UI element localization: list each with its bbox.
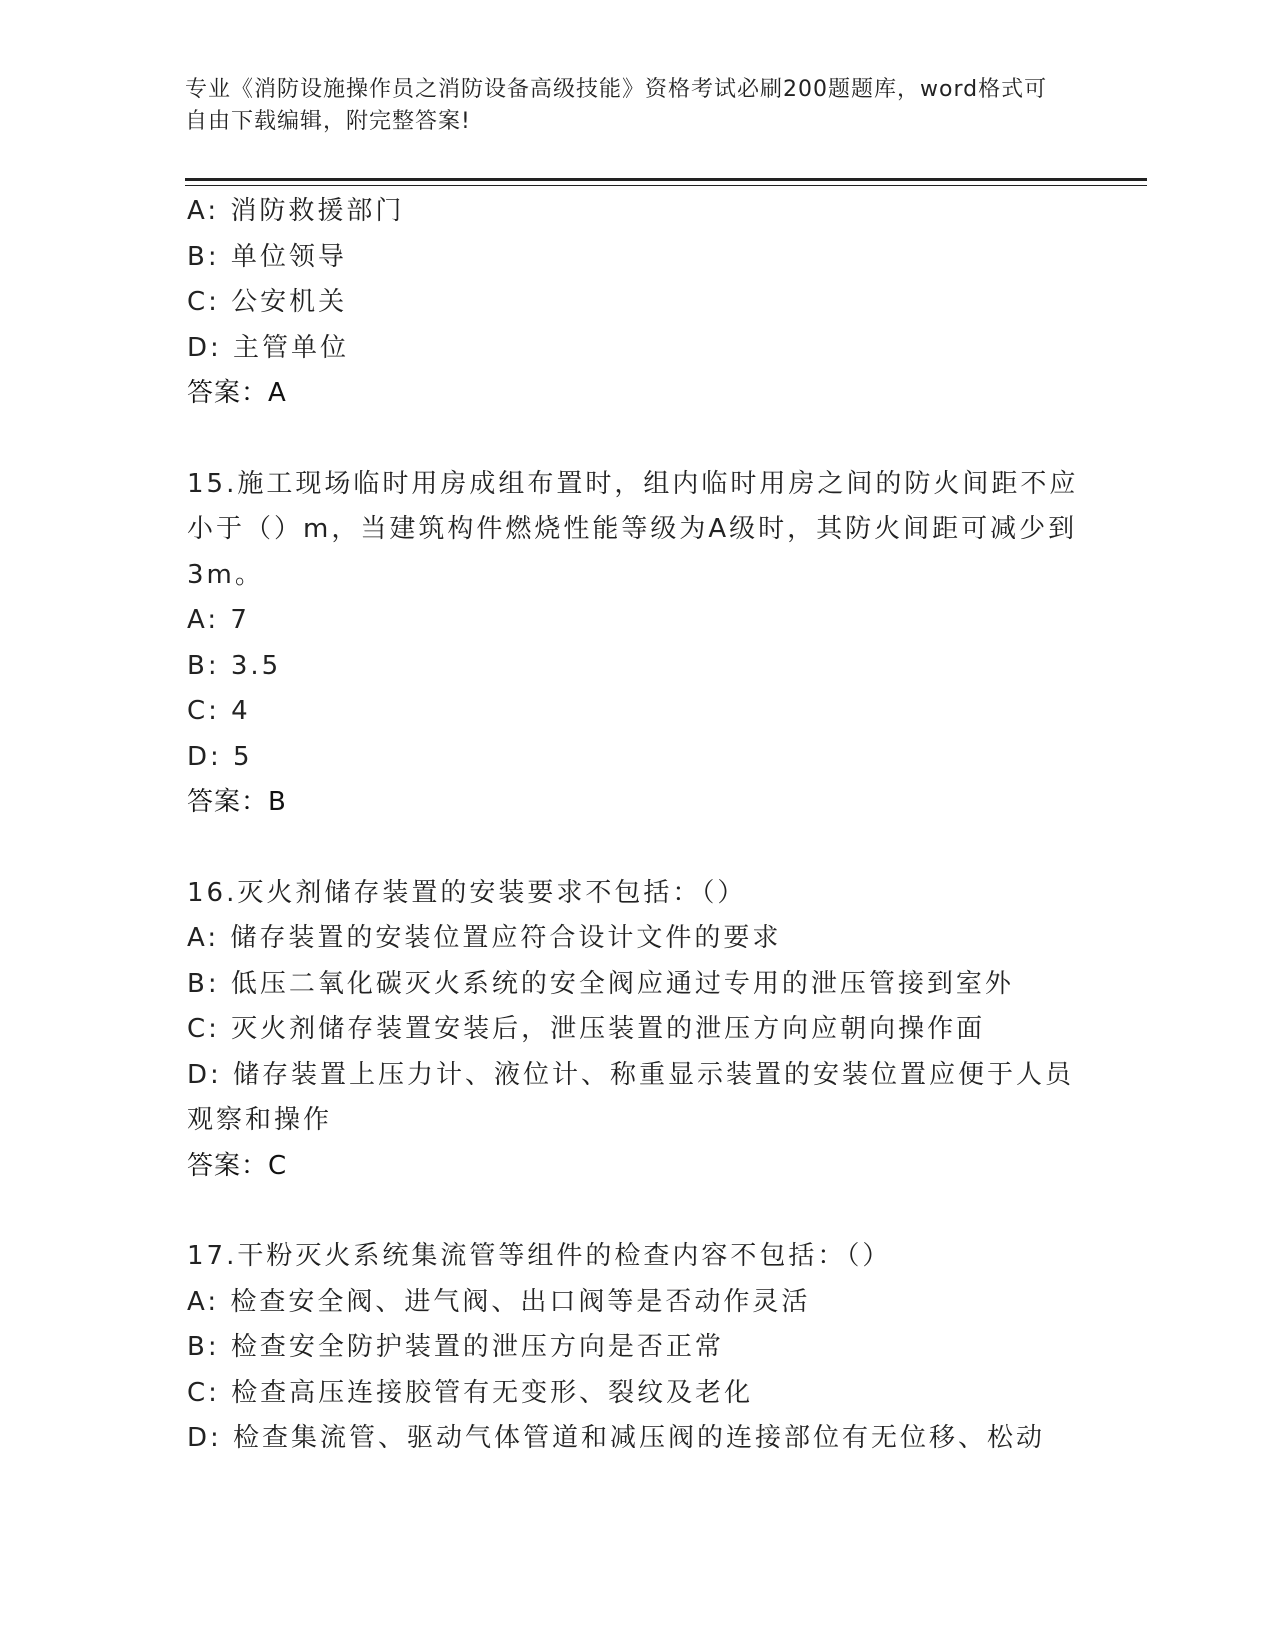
option-d: D: 检查集流管、驱动气体管道和减压阀的连接部位有无位移、松动 — [187, 1423, 1046, 1453]
option-d-continued: 观察和操作 — [187, 1105, 333, 1135]
option-a: A: 7 — [187, 605, 250, 635]
question-stem-line: 15.施工现场临时用房成组布置时，组内临时用房之间的防火间距不应 — [187, 468, 1079, 499]
option-b: B: 检查安全防护装置的泄压方向是否正常 — [187, 1332, 724, 1362]
answer-line: 答案：A — [187, 378, 287, 408]
question-stem-line: 16.灭火剂储存装置的安装要求不包括：（） — [187, 877, 747, 908]
option-d: D: 储存装置上压力计、液位计、称重显示装置的安装位置应便于人员 — [187, 1059, 1075, 1090]
question-stem-line: 17.干粉灭火系统集流管等组件的检查内容不包括：（） — [187, 1241, 892, 1271]
option-c: C: 检查高压连接胶管有无变形、裂纹及老化 — [187, 1377, 754, 1408]
option-c: C: 灭火剂储存装置安装后，泄压装置的泄压方向应朝向操作面 — [187, 1014, 986, 1044]
option-c: C: 4 — [187, 696, 251, 726]
option-d: D: 主管单位 — [187, 332, 350, 363]
question-list — [187, 189, 1087, 1462]
question-stem-line: 小于（）m，当建筑构件燃烧性能等级为A级时，其防火间距可减少到 — [187, 514, 1078, 544]
option-b: B: 单位领导 — [187, 241, 347, 272]
document-header — [185, 74, 1065, 138]
option-a: A: 检查安全阀、进气阀、出口阀等是否动作灵活 — [187, 1286, 811, 1317]
option-a: A: 消防救援部门 — [187, 196, 405, 226]
header-title: 专业《消防设施操作员之消防设备高级技能》资格考试必刷200题题库，word格式可自由下载编辑，附完整答案! — [185, 77, 1048, 134]
header-divider-thick — [185, 178, 1147, 181]
question-block-14 — [187, 189, 1087, 417]
option-b: B: 低压二氧化碳灭火系统的安全阀应通过专用的泄压管接到室外 — [187, 968, 1014, 999]
question-block-15 — [187, 462, 1087, 826]
question-block-16 — [187, 871, 1087, 1190]
option-a: A: 储存装置的安装位置应符合设计文件的要求 — [187, 923, 782, 953]
question-stem-line: 3m。 — [187, 559, 264, 590]
answer-line: 答案：B — [187, 787, 287, 817]
answer-line: 答案：C — [187, 1150, 288, 1181]
option-b: B: 3.5 — [187, 650, 282, 681]
question-block-17 — [187, 1234, 1087, 1462]
header-divider-thin — [185, 185, 1147, 186]
option-c: C: 公安机关 — [187, 287, 348, 317]
option-d: D: 5 — [187, 741, 253, 772]
